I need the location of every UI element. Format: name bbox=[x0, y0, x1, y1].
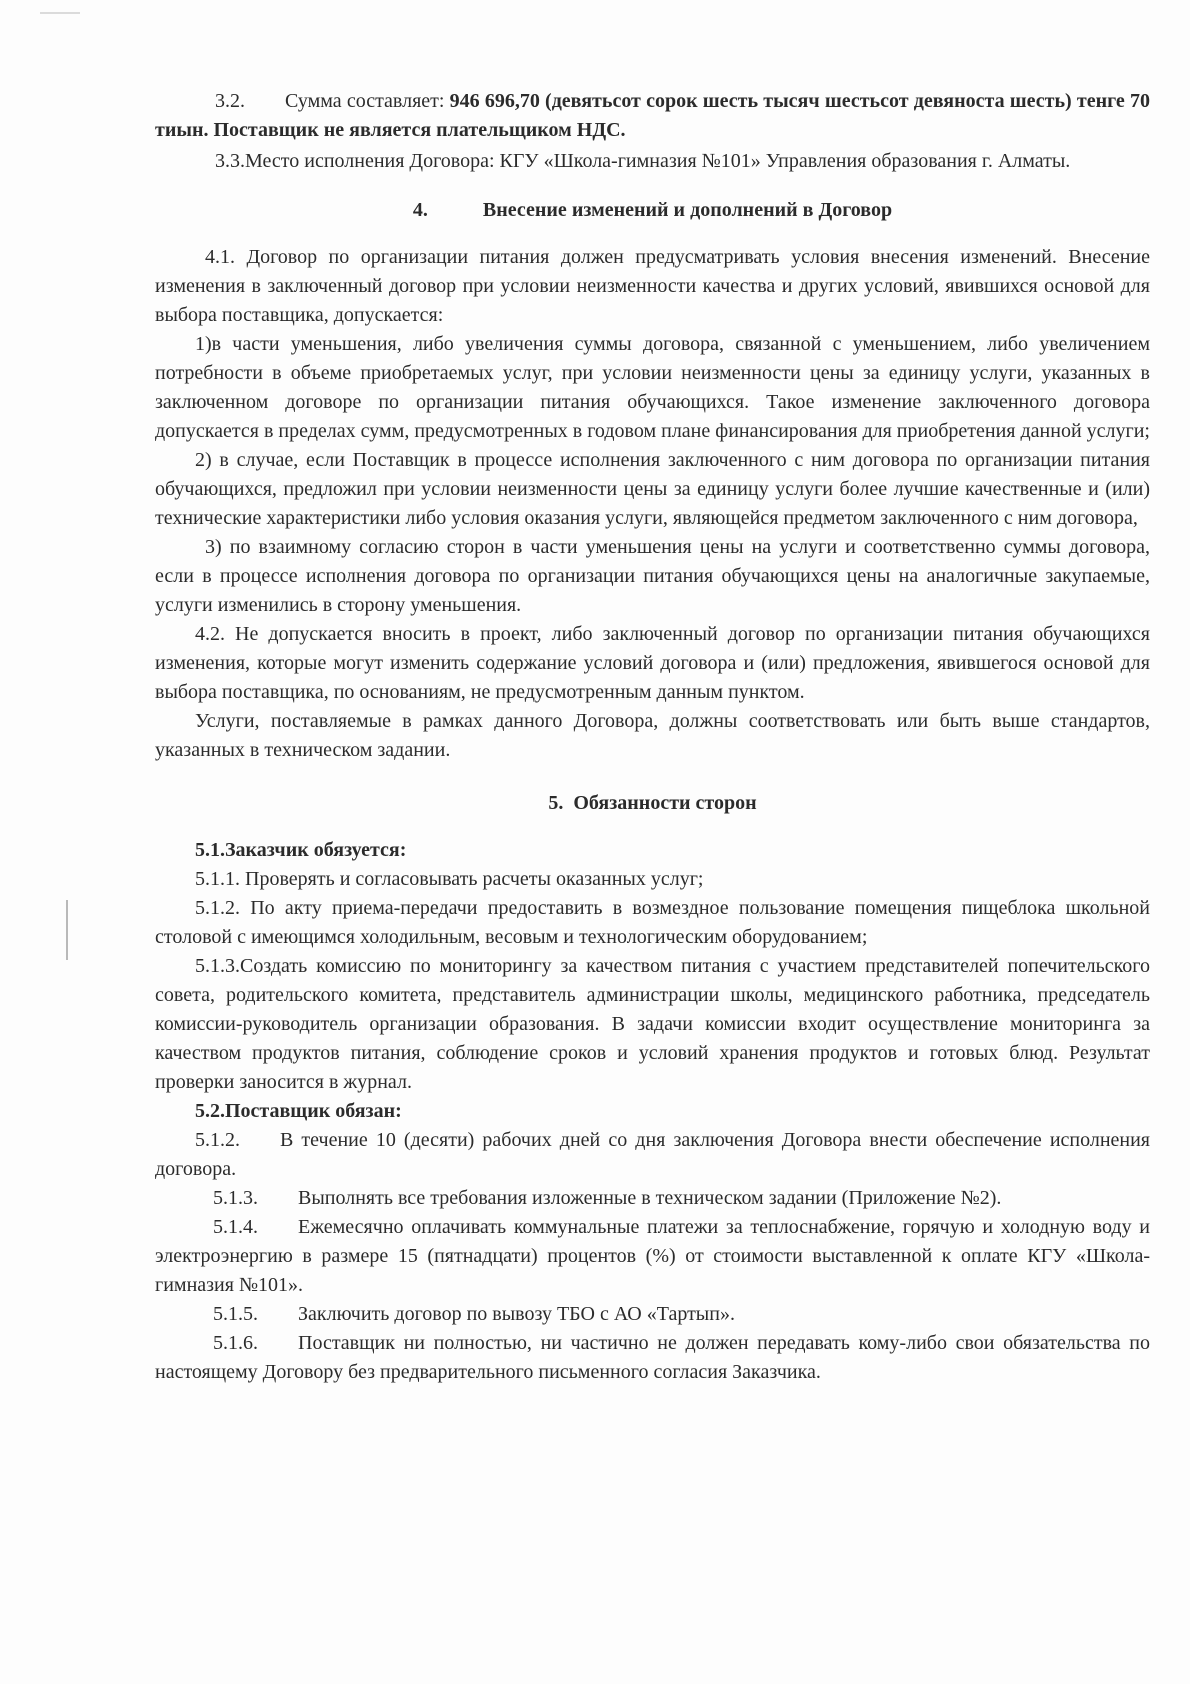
section-title: Внесение изменений и дополнений в Договор bbox=[482, 199, 893, 221]
supplier-clause bbox=[155, 1184, 1150, 1213]
clause-text: Выполнять все требования изложенные в техническом задании (Приложение №2). bbox=[298, 1187, 1002, 1209]
clause-text: Сумма составляет: bbox=[285, 90, 445, 112]
document-body bbox=[155, 87, 1150, 1387]
supplier-clause bbox=[155, 1300, 1150, 1329]
clause-text: В течение 10 (десяти) рабочих дней со дня заключения Договора внести обеспечение исполнения договора. bbox=[155, 1129, 1150, 1180]
supplier-obligations-heading: 5.2.Поставщик обязан: bbox=[195, 1100, 402, 1122]
clause-5-1-1: 5.1.1. Проверять и согласовывать расчеты оказанных услуг; bbox=[195, 868, 704, 890]
clause-4-1-item-2: 2) в случае, если Поставщик в процессе исполнения заключенного с ним договора по организации питания обучающихся, предложил при условии неизменности цены за единицу услуги более лучшие качественные и (или) технические характеристики либо условия оказания услуги, являющейся предметом заключенного с ним договора, bbox=[155, 449, 1150, 529]
clause-4-1: 4.1. Договор по организации питания должен предусматривать условия внесения изменений. Внесение изменения в заключенный договор при условии неизменности качества и других условий, явившихся основой для выбора поставщика, допускается: bbox=[155, 246, 1150, 326]
section-4-heading bbox=[155, 196, 1150, 225]
clause-5-1-2: 5.1.2. По акту приема-передачи предоставить в возмездное пользование помещения пищеблока школьной столовой с имеющимся холодильным, весовым и технологическим оборудованием; bbox=[155, 897, 1150, 948]
clause-5-1-3: 5.1.3.Создать комиссию по мониторингу за качеством питания с участием представителей попечительского совета, родительского комитета, представитель администрации школы, медицинского работника, председатель комиссии-руководитель организации образования. В задачи комиссии входит осуществление мониторинга за качеством продуктов питания, соблюдение сроков и условий хранения продуктов и готовых блюд. Результат проверки заносится в журнал. bbox=[155, 955, 1150, 1093]
clause-number: 5.1.3. bbox=[213, 1187, 258, 1209]
clause-4-1-item-3: 3) по взаимному согласию сторон в части уменьшения цены на услуги и соответственно суммы договора, если в процессе исполнения договора по организации питания обучающихся цены на аналогичные закупаемые, услуги изменились в сторону уменьшения. bbox=[155, 536, 1150, 616]
contract-sum: 946 696,70 (девятьсот сорок шесть тысяч шестьсот девяноста шесть) тенге 70 тиын. Поставщик не является плательщиком НДС. bbox=[155, 90, 1150, 141]
clause-4-1-item-1: 1)в части уменьшения, либо увеличения суммы договора, связанной с уменьшением, либо увеличением потребности в объеме приобретаемых услуг, при условии неизменности цены за единицу услуги, указанных в заключенном договоре по организации питания обучающихся. Такое изменение заключенного договора допускается в пределах сумм, предусмотренных в годовом плане финансирования для приобретения данной услуги; bbox=[155, 333, 1150, 442]
supplier-clause bbox=[155, 1126, 1150, 1184]
clause-number: 5.1.5. bbox=[213, 1303, 258, 1325]
clause-number: 3.2. bbox=[215, 90, 245, 112]
clause-number: 5.1.6. bbox=[213, 1332, 258, 1354]
clause-number: 5.1.4. bbox=[213, 1216, 258, 1238]
scan-artifact bbox=[40, 12, 80, 14]
scan-artifact bbox=[66, 900, 68, 960]
section-5-heading bbox=[155, 789, 1150, 818]
clause-3-3: 3.3.Место исполнения Договора: КГУ «Школа-гимназия №101» Управления образования г. Алматы. bbox=[215, 150, 1071, 172]
section-number: 4. bbox=[412, 199, 428, 221]
clause-text: Заключить договор по вывозу ТБО с АО «Тартып». bbox=[298, 1303, 735, 1325]
section-title: Обязанности сторон bbox=[573, 792, 757, 814]
clause-text: Поставщик ни полностью, ни частично не должен передавать кому-либо свои обязательства по настоящему Договору без предварительного письменного согласия Заказчика. bbox=[155, 1332, 1150, 1383]
supplier-clause bbox=[155, 1213, 1150, 1300]
clause-text: Ежемесячно оплачивать коммунальные платежи за теплоснабжение, горячую и холодную воду и электроэнергию в размере 15 (пятнадцати) процентов (%) от стоимости выставленной к оплате КГУ «Школа- гимназия №101». bbox=[155, 1216, 1150, 1296]
clause-4-3: Услуги, поставляемые в рамках данного Договора, должны соответствовать или быть выше стандартов, указанных в техническом задании. bbox=[155, 710, 1150, 761]
clause-4-2: 4.2. Не допускается вносить в проект, либо заключенный договор по организации питания обучающихся изменения, которые могут изменить содержание условий договора и (или) предложения, явившегося основой для выбора поставщика, по основаниям, не предусмотренным данным пунктом. bbox=[155, 623, 1150, 703]
clause-3-2 bbox=[155, 87, 1150, 145]
supplier-clause bbox=[155, 1329, 1150, 1387]
clause-number: 5.1.2. bbox=[195, 1129, 240, 1151]
customer-obligations-heading: 5.1.Заказчик обязуется: bbox=[195, 839, 407, 861]
section-number: 5. bbox=[548, 792, 564, 814]
